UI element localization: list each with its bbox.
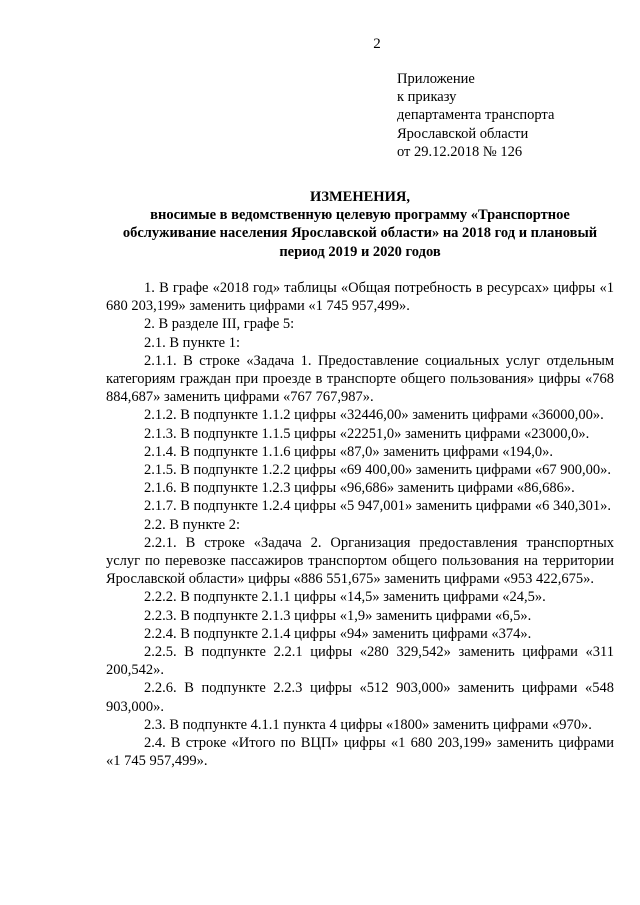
paragraph: 1. В графе «2018 год» таблицы «Общая потребность в ресурсах» цифры «1 680 203,199» заменить цифрами «1 745 957,499».	[106, 280, 614, 315]
paragraph: 2.3. В подпункте 4.1.1 пункта 4 цифры «1800» заменить цифрами «970».	[144, 716, 592, 733]
heading-subtitle-line: период 2019 и 2020 годов	[279, 243, 441, 260]
heading-title: ИЗМЕНЕНИЯ,	[310, 189, 410, 205]
paragraph: 2.1.1. В строке «Задача 1. Предоставление социальных услуг отдельным категориям граждан при проезде в транспорте общего пользования» цифры «768 884,687» заменить цифрами «767 767,987».	[106, 352, 614, 406]
paragraph: 2.1.6. В подпункте 1.2.3 цифры «96,686» заменить цифрами «86,686».	[144, 480, 575, 497]
paragraph: 2.2. В пункте 2:	[144, 516, 240, 533]
appendix-line: департамента транспорта	[397, 107, 555, 124]
paragraph: 2.1. В пункте 1:	[144, 334, 240, 351]
paragraph: 2.2.6. В подпункте 2.2.3 цифры «512 903,000» заменить цифрами «548 903,000».	[106, 680, 614, 715]
paragraph: 2.2.5. В подпункте 2.2.1 цифры «280 329,542» заменить цифрами «311 200,542».	[106, 644, 614, 679]
paragraph: 2. В разделе III, графе 5:	[144, 316, 295, 333]
paragraph: 2.2.2. В подпункте 2.1.1 цифры «14,5» заменить цифрами «24,5».	[144, 589, 546, 606]
paragraph: 2.1.4. В подпункте 1.1.6 цифры «87,0» заменить цифрами «194,0».	[144, 443, 553, 460]
heading-subtitle-line: вносимые в ведомственную целевую программу «Транспортное	[150, 207, 570, 224]
paragraph: 2.1.2. В подпункте 1.1.2 цифры «32446,00» заменить цифрами «36000,00».	[144, 407, 604, 424]
appendix-line: к приказу	[397, 89, 457, 106]
paragraph: 2.1.7. В подпункте 1.2.4 цифры «5 947,001» заменить цифрами «6 340,301».	[144, 498, 611, 515]
paragraph: 2.2.1. В строке «Задача 2. Организация предоставления транспортных услуг по перевозке пассажиров транспортом общего пользования на территории Ярославской области» цифры «886 551,675» заменить цифрами «953 422,675».	[106, 534, 614, 588]
paragraph: 2.2.4. В подпункте 2.1.4 цифры «94» заменить цифрами «374».	[144, 625, 532, 642]
appendix-line: от 29.12.2018 № 126	[397, 143, 523, 160]
heading-subtitle-line: обслуживание населения Ярославской области» на 2018 год и плановый	[122, 225, 598, 242]
paragraph: 2.2.3. В подпункте 2.1.3 цифры «1,9» заменить цифрами «6,5».	[144, 607, 532, 624]
paragraph: 2.4. В строке «Итого по ВЦП» цифры «1 680 203,199» заменить цифрами «1 745 957,499».	[106, 735, 614, 770]
document-body	[106, 279, 614, 770]
appendix-line: Ярославской области	[397, 125, 529, 142]
appendix-line: Приложение	[397, 71, 475, 87]
appendix-block	[397, 70, 554, 161]
paragraph: 2.1.3. В подпункте 1.1.5 цифры «22251,0» заменить цифрами «23000,0».	[144, 425, 590, 442]
page-number: 2	[373, 36, 381, 52]
document-heading	[106, 188, 614, 261]
paragraph: 2.1.5. В подпункте 1.2.2 цифры «69 400,00» заменить цифрами «67 900,00».	[144, 462, 611, 479]
